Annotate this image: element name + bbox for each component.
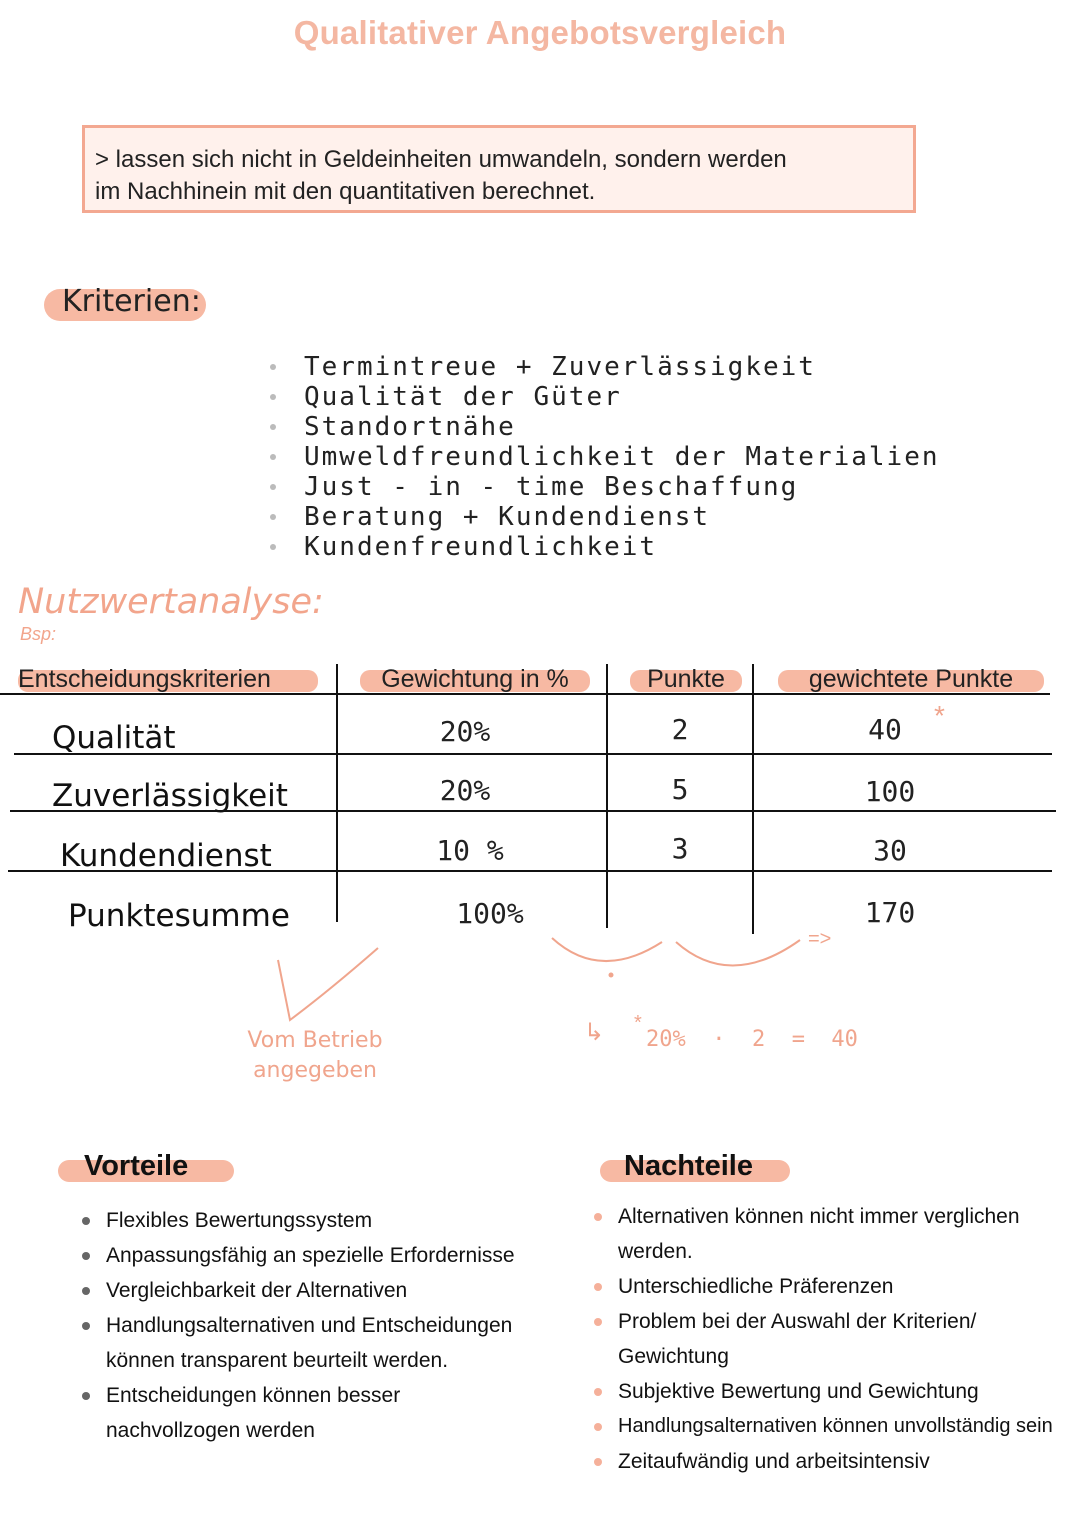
list-item: Just - in - time Beschaffung: [270, 472, 940, 502]
list-item: Anpassungsfähig an spezielle Erfordernisse: [80, 1238, 540, 1273]
list-item: Problem bei der Auswahl der Kriterien/ Gewichtung: [592, 1304, 1070, 1374]
nutzwertanalyse-heading: Nutzwertanalyse:: [18, 582, 324, 622]
list-item: Umweldfreundlichkeit der Materialien: [270, 442, 940, 472]
nachteile-heading: Nachteile: [624, 1150, 753, 1182]
calc-star: *: [634, 1012, 642, 1034]
dot-marker: [609, 973, 614, 978]
page-title: Qualitativer Angebotsvergleich: [293, 14, 787, 51]
table-cell-gewichtet: 30: [873, 834, 907, 867]
nachteile-list: [592, 1199, 1070, 1479]
table-cell-punkte: 2: [671, 713, 689, 746]
star-marker: *: [934, 700, 945, 731]
table-sum-gewichtet: 170: [864, 896, 916, 929]
calc-example: 20% · 2 = 40: [646, 1027, 858, 1052]
definition-box: [82, 125, 916, 213]
list-item: Vergleichbarkeit der Alternativen: [80, 1273, 540, 1308]
definition-line-2: im Nachhinein mit den quantitativen berechnet.: [95, 178, 596, 205]
list-item: Qualität der Güter: [270, 382, 940, 412]
table-col-divider: [606, 664, 608, 928]
table-cell-punkte: 3: [671, 832, 689, 865]
header-entscheidungskriterien: Entscheidungskriterien: [18, 666, 318, 692]
list-item: Termintreue + Zuverlässigkeit: [270, 352, 940, 382]
table-sum-label: Punktesumme: [68, 898, 290, 934]
list-item: Standortnähe: [270, 412, 940, 442]
table-sum-gewichtung: 100%: [456, 897, 524, 930]
arrow-marker: =>: [808, 928, 832, 950]
vorteile-list: [80, 1203, 540, 1448]
table-cell-gewichtet: 100: [864, 775, 916, 808]
list-item: Kundenfreundlichkeit: [270, 532, 940, 562]
header-gewichtung: Gewichtung in %: [360, 666, 590, 692]
table-row-kriterium: Kundendienst: [60, 838, 272, 874]
vorteile-heading: Vorteile: [84, 1150, 189, 1182]
table-col-divider: [752, 664, 754, 934]
table-cell-punkte: 5: [671, 773, 689, 806]
list-item: Flexibles Bewertungssystem: [80, 1203, 540, 1238]
list-item: Subjektive Bewertung und Gewichtung: [592, 1374, 1070, 1409]
definition-line-1: > lassen sich nicht in Geldeinheiten umwandeln, sondern werden: [95, 146, 787, 173]
annotation-curves: [0, 920, 1080, 1060]
list-item: Handlungsalternativen können unvollständig sein: [592, 1409, 1070, 1444]
list-item: Alternativen können nicht immer verglichen werden.: [592, 1199, 1070, 1269]
table-header-line: [0, 693, 1050, 695]
brace-right: [676, 940, 800, 966]
header-gewichtete-punkte: gewichtete Punkte: [778, 666, 1044, 692]
beispiel-label: Bsp:: [20, 624, 57, 644]
list-item: Zeitaufwändig und arbeitsintensiv: [592, 1444, 1070, 1479]
kriterien-heading: Kriterien:: [62, 284, 201, 319]
list-item: Unterschiedliche Präferenzen: [592, 1269, 1070, 1304]
kriterien-list: [270, 352, 940, 562]
list-item: Entscheidungen können besser nachvollzogen werden: [80, 1378, 540, 1448]
header-punkte: Punkte: [630, 666, 742, 692]
note-betrieb-line-1: Vom Betrieb: [247, 1028, 383, 1053]
note-betrieb-line-2: angegeben: [253, 1058, 377, 1083]
brace-left: [552, 938, 662, 961]
checkmark-stroke: [278, 948, 378, 1020]
table-col-divider: [336, 664, 338, 922]
note-betrieb: [220, 1026, 410, 1086]
table-row-kriterium: Qualität: [52, 720, 176, 756]
table-cell-gewichtet: 40: [868, 713, 902, 746]
list-item: Handlungsalternativen und Entscheidungen können transparent beurteilt werden.: [80, 1308, 540, 1378]
list-item: Beratung + Kundendienst: [270, 502, 940, 532]
calc-arrow-icon: ↳: [584, 1019, 605, 1046]
table-row-kriterium: Zuverlässigkeit: [52, 778, 288, 814]
table-cell-gewichtung: 10 %: [436, 834, 504, 867]
table-cell-gewichtung: 20%: [439, 715, 491, 748]
table-cell-gewichtung: 20%: [439, 774, 491, 807]
